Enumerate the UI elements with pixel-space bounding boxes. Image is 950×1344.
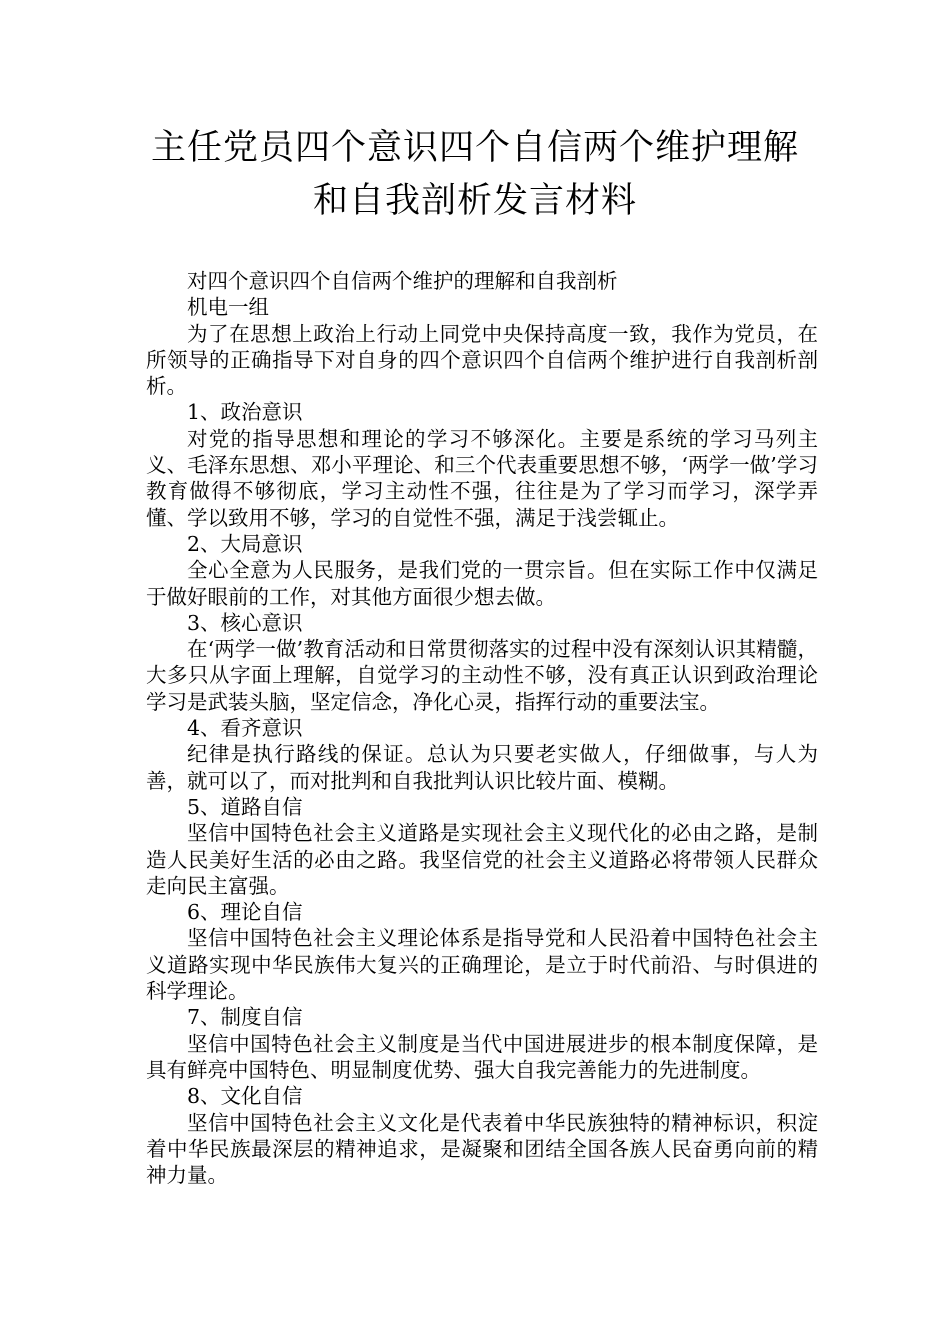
document-title bbox=[0, 122, 950, 228]
section-heading-overall: 2、大局意识 bbox=[187, 531, 303, 556]
title-line-1: 主任党员四个意识四个自信两个维护理解 bbox=[150, 128, 799, 168]
section-heading-system: 7、制度自信 bbox=[187, 1005, 303, 1030]
section-body-core: 在‘两学一做’教育活动和日常贯彻落实的过程中没有深刻认识其精髓，大多只从字面上理解，自觉学习的主动性不够，没有真正认识到政治理论学习是武装头脑，坚定信念，净化心灵，指挥行动的重要法宝。 bbox=[146, 637, 818, 714]
section-heading-alignment: 4、看齐意识 bbox=[187, 716, 303, 741]
group-name: 机电一组 bbox=[187, 295, 269, 320]
subtitle-paragraph: 对四个意识四个自信两个维护的理解和自我剖析 bbox=[187, 269, 618, 293]
section-heading-political: 1、政治意识 bbox=[187, 400, 303, 425]
intro-paragraph: 为了在思想上政治上行动上同党中央保持高度一致，我作为党员，在所领导的正确指导下对自身的四个意识四个自信两个维护进行自我剖析剖析。 bbox=[146, 321, 818, 399]
section-heading-theory: 6、理论自信 bbox=[187, 900, 303, 925]
section-heading-core: 3、核心意识 bbox=[187, 610, 303, 635]
section-heading-path: 5、道路自信 bbox=[187, 794, 303, 819]
section-body-political: 对党的指导思想和理论的学习不够深化。主要是系统的学习马列主义、毛泽东思想、邓小平理论、和三个代表重要思想不够，‘两学一做’学习教育做得不够彻底，学习主动性不强，往往是为了学习而学习，深学弄懂、学以致用不够，学习的自觉性不强，满足于浅尝辄止。 bbox=[146, 426, 818, 530]
document-body bbox=[146, 268, 818, 1188]
section-body-overall: 全心全意为人民服务，是我们党的一贯宗旨。但在实际工作中仅满足于做好眼前的工作，对其他方面很少想去做。 bbox=[146, 558, 818, 609]
section-heading-culture: 8、文化自信 bbox=[187, 1084, 303, 1109]
section-body-alignment: 纪律是执行路线的保证。总认为只要老实做人，仔细做事，与人为善，就可以了，而对批判和自我批判认识比较片面、模糊。 bbox=[146, 742, 818, 793]
section-body-path: 坚信中国特色社会主义道路是实现社会主义现代化的必由之路，是制造人民美好生活的必由之路。我坚信党的社会主义道路必将带领人民群众走向民主富强。 bbox=[146, 821, 818, 898]
section-body-culture: 坚信中国特色社会主义文化是代表着中华民族独特的精神标识，积淀着中华民族最深层的精神追求，是凝聚和团结全国各族人民奋勇向前的精神力量。 bbox=[146, 1110, 818, 1188]
section-body-system: 坚信中国特色社会主义制度是当代中国进展进步的根本制度保障，是具有鲜亮中国特色、明显制度优势、强大自我完善能力的先进制度。 bbox=[146, 1031, 818, 1082]
title-line-2: 和自我剖析发言材料 bbox=[312, 181, 637, 221]
section-body-theory: 坚信中国特色社会主义理论体系是指导党和人民沿着中国特色社会主义道路实现中华民族伟大复兴的正确理论，是立于时代前沿、与时俱进的科学理论。 bbox=[146, 926, 818, 1004]
